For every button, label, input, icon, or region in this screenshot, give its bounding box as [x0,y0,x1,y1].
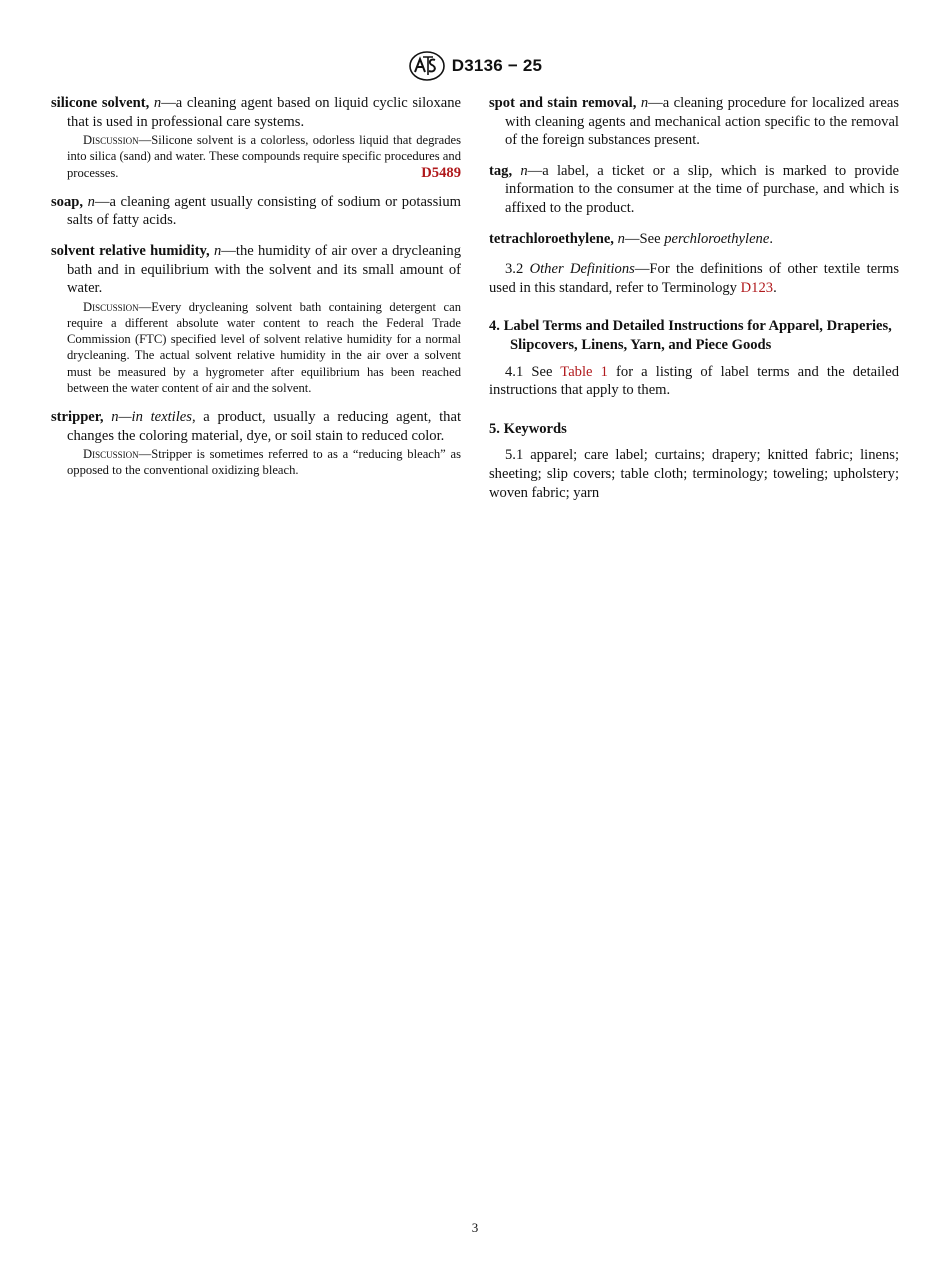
definition-silicone-solvent: silicone solvent, n—a cleaning agent based on liquid cyclic siloxane that is used in professional care systems. Discussion—Silicone solvent is a colorless, odorless liquid that degrades into silica (sand) and water. These compounds require specific procedures and processes. D5489 [51,95,461,181]
document-id: D3136 − 25 [451,56,543,75]
paragraph-5-1: 5.1 apparel; care label; curtains; drapery; knitted fabric; linens; sheeting; slip covers; table cloth; terminology; toweling; upholstery; woven fabric; yarn [489,447,899,501]
left-column [51,94,461,491]
definition-tetrachloroethylene: tetrachloroethylene, n—See perchloroethylene. [489,230,773,247]
definition-tag: tag, n—a label, a ticket or a slip, which is marked to provide information to the consumer at the time of purchase, and which is affixed to the product. [489,162,899,216]
reference-link-d123[interactable]: D123 [740,279,774,296]
term-label: tetrachloroethylene, [489,230,614,247]
right-column [489,94,899,514]
term-label: soap, [51,193,84,210]
page-number: 3 [471,1220,479,1235]
discussion-note: Discussion—Stripper is sometimes referred to as a “reducing bleach” as opposed to the conventional oxidizing bleach. [67,447,461,478]
definition-soap: soap, n—a cleaning agent usually consisting of sodium or potassium salts of fatty acids. [51,193,461,229]
astm-logo-icon [408,50,446,82]
paragraph-3-2: 3.2 Other Definitions—For the definitions of other textile terms used in this standard, refer to Terminology D123. [489,261,899,296]
term-label: spot and stain removal, [489,95,637,111]
paragraph-4-1: 4.1 See Table 1 for a listing of label terms and the detailed instructions that apply to them. [489,363,899,399]
definition-solvent-relative-humidity: solvent relative humidity, n—the humidity of air over a drycleaning bath and in equilibrium with the solvent and its small amount of water. Discussion—Every drycleaning solvent bath containing detergent can require a different absolute water content to reach the Federal Trade Commission (FTC) specified level of solvent relative humidity for a normal drycleaning. The actual solvent relative humidity in the air over a solvent must be measured by a hygrometer after equilibrium has been reached between the water content of air and the solvent. [51,242,461,395]
term-label: stripper, [51,408,104,425]
definition-spot-and-stain-removal: spot and stain removal, n—a cleaning procedure for localized areas with cleaning agents and mechanical action specific to the removal of the foreign substances present. [489,95,899,149]
discussion-note: Discussion—Every drycleaning solvent bath containing detergent can require a different absolute water content to reach the Federal Trade Commission (FTC) specified level of solvent relative humidity for a normal drycleaning. The actual solvent relative humidity in the air over a solvent must be measured by a hygrometer after equilibrium has been reached between the water content of air and the solvent. [67,299,461,395]
page-header [0,50,950,82]
reference-link-d5489[interactable]: D5489 [421,164,461,181]
section-4-heading: 4. Label Terms and Detailed Instructions for Apparel, Draperies, Slipcovers, Linens, Yarn, and Piece Goods [489,318,892,353]
term-label: silicone solvent, [51,95,150,111]
definition-stripper: stripper, n—in textiles, a product, usually a reducing agent, that changes the coloring material, dye, or soil stain to reduced color. Discussion—Stripper is sometimes referred to as a “reducing bleach” as opposed to the conventional oxidizing bleach. [51,408,461,478]
term-label: solvent relative humidity, [51,242,210,259]
discussion-note: Discussion—Silicone solvent is a colorless, odorless liquid that degrades into silica (sand) and water. These compounds require specific procedures and processes. D5489 [67,133,461,181]
table-1-link[interactable]: Table 1 [560,363,608,380]
term-label: tag, [489,162,513,179]
section-5-heading: 5. Keywords [489,420,567,437]
